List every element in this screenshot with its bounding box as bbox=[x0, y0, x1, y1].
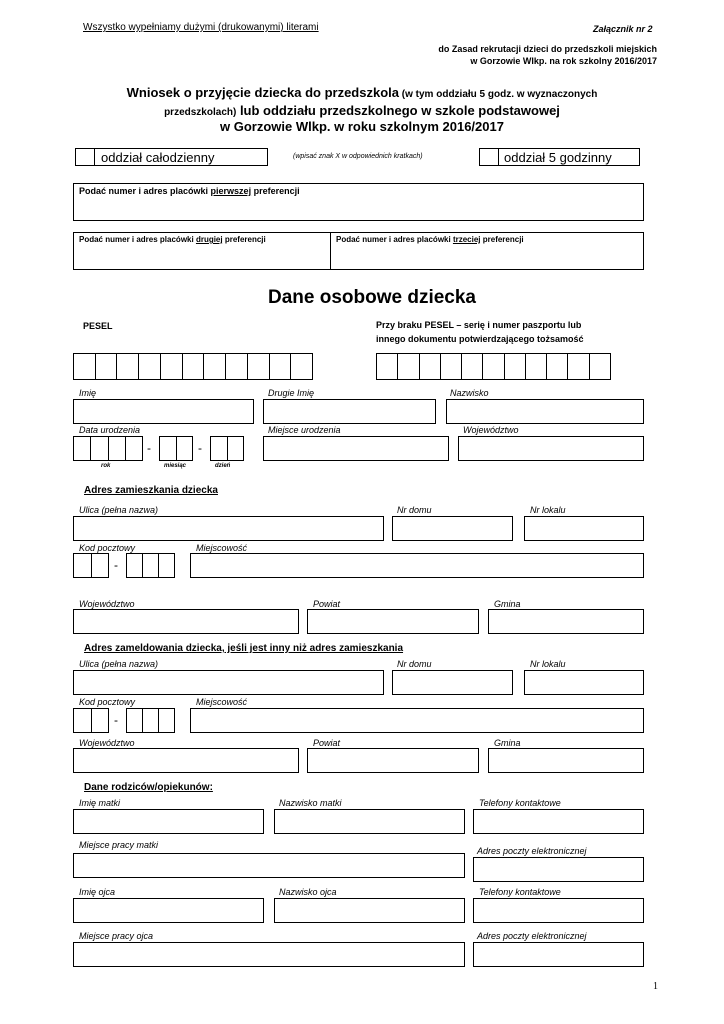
preferences-row bbox=[73, 232, 644, 270]
mother-name-input[interactable] bbox=[73, 809, 264, 834]
first-name-input[interactable] bbox=[73, 399, 254, 424]
third-preference-field[interactable] bbox=[331, 233, 643, 269]
reg-city-label: Miejscowość bbox=[196, 697, 248, 707]
birth-month-boxes[interactable] bbox=[159, 436, 193, 461]
res-district-label: Powiat bbox=[313, 599, 341, 609]
father-surname-input[interactable] bbox=[274, 898, 465, 923]
birth-date-label: Data urodzenia bbox=[79, 425, 141, 435]
full-day-option bbox=[75, 148, 268, 166]
res-house-input[interactable] bbox=[392, 516, 513, 541]
form-title-line-2 bbox=[0, 102, 724, 120]
first-preference-field[interactable] bbox=[73, 183, 644, 221]
five-hour-label: oddział 5 godzinny bbox=[504, 150, 612, 165]
email-input-1[interactable] bbox=[473, 857, 644, 882]
birth-place-input[interactable] bbox=[263, 436, 449, 461]
res-flat-input[interactable] bbox=[524, 516, 644, 541]
attachment-label: Załącznik nr 2 bbox=[593, 24, 653, 34]
father-name-input[interactable] bbox=[73, 898, 264, 923]
residence-heading: Adres zamieszkania dziecka bbox=[84, 485, 218, 496]
birth-day-boxes[interactable] bbox=[210, 436, 244, 461]
reg-commune-input[interactable] bbox=[488, 748, 644, 773]
mother-work-input[interactable] bbox=[73, 853, 465, 878]
regulation-reference-2: w Gorzowie Wlkp. na rok szkolny 2016/2017 bbox=[470, 56, 657, 66]
res-postal-label: Kod pocztowy bbox=[79, 543, 136, 553]
email-label-1: Adres poczty elektronicznej bbox=[477, 846, 587, 856]
reg-house-label: Nr domu bbox=[397, 659, 432, 669]
first-name-label: Imię bbox=[79, 388, 97, 398]
reg-street-input[interactable] bbox=[73, 670, 384, 695]
birth-date-separator-2: - bbox=[198, 441, 202, 455]
birth-place-label: Miejsce urodzenia bbox=[268, 425, 341, 435]
res-commune-input[interactable] bbox=[488, 609, 644, 634]
passport-digit-boxes[interactable] bbox=[376, 353, 611, 380]
email-label-2: Adres poczty elektronicznej bbox=[477, 931, 587, 941]
res-street-label: Ulica (pełna nazwa) bbox=[79, 505, 159, 515]
personal-data-heading: Dane osobowe dziecka bbox=[267, 287, 476, 308]
reg-postal-separator: - bbox=[114, 713, 118, 727]
page-number: 1 bbox=[653, 981, 658, 992]
res-house-label: Nr domu bbox=[397, 505, 432, 515]
phones-label-2: Telefony kontaktowe bbox=[479, 887, 561, 897]
reg-commune-label: Gmina bbox=[494, 738, 521, 748]
year-caption: rok bbox=[101, 463, 111, 469]
reg-district-input[interactable] bbox=[307, 748, 479, 773]
passport-label-2: innego dokumentu potwierdzającego tożsamość bbox=[376, 334, 584, 344]
fill-instruction: Wszystko wypełniamy dużymi (drukowanymi) literami bbox=[83, 22, 319, 33]
res-district-input[interactable] bbox=[307, 609, 479, 634]
full-day-checkbox[interactable] bbox=[76, 149, 95, 165]
res-voivodeship-label: Województwo bbox=[79, 599, 135, 609]
res-city-label: Miejscowość bbox=[196, 543, 248, 553]
reg-postal-prefix-boxes[interactable] bbox=[73, 708, 109, 733]
father-work-label: Miejsce pracy ojca bbox=[79, 931, 154, 941]
father-surname-label: Nazwisko ojca bbox=[279, 887, 337, 897]
title-main-2: lub oddziału przedszkolnego w szkole podstawowej bbox=[236, 103, 560, 118]
res-city-input[interactable] bbox=[190, 553, 644, 578]
form-title-line-3: w Gorzowie Wlkp. w roku szkolnym 2016/2017 bbox=[220, 119, 504, 134]
reg-voivodeship-input[interactable] bbox=[73, 748, 299, 773]
birth-date-separator-1: - bbox=[147, 441, 151, 455]
five-hour-checkbox[interactable] bbox=[480, 149, 499, 165]
phones-input-1[interactable] bbox=[473, 809, 644, 834]
reg-street-label: Ulica (pełna nazwa) bbox=[79, 659, 159, 669]
pesel-label: PESEL bbox=[83, 321, 113, 331]
surname-input[interactable] bbox=[446, 399, 644, 424]
second-preference-field[interactable] bbox=[74, 233, 330, 269]
reg-flat-input[interactable] bbox=[524, 670, 644, 695]
reg-postal-suffix-boxes[interactable] bbox=[126, 708, 175, 733]
res-flat-label: Nr lokalu bbox=[530, 505, 566, 515]
surname-label: Nazwisko bbox=[450, 388, 489, 398]
form-title-line-1 bbox=[0, 84, 724, 102]
reg-postal-label: Kod pocztowy bbox=[79, 697, 136, 707]
mother-surname-input[interactable] bbox=[274, 809, 465, 834]
birth-voivodeship-input[interactable] bbox=[458, 436, 644, 461]
month-caption: miesiąc bbox=[164, 463, 187, 469]
birth-year-boxes[interactable] bbox=[73, 436, 143, 461]
phones-label-1: Telefony kontaktowe bbox=[479, 798, 561, 808]
second-preference-label: Podać numer i adres placówki drugiej preferencji bbox=[79, 235, 266, 244]
mother-name-label: Imię matki bbox=[79, 798, 121, 808]
res-postal-prefix-boxes[interactable] bbox=[73, 553, 109, 578]
second-name-label: Drugie Imię bbox=[268, 388, 315, 398]
first-preference-label: Podać numer i adres placówki pierwszej preferencji bbox=[79, 186, 300, 196]
second-name-input[interactable] bbox=[263, 399, 436, 424]
five-hour-option bbox=[479, 148, 640, 166]
day-caption: dzień bbox=[215, 463, 231, 469]
third-preference-label: Podać numer i adres placówki trzeciej preferencji bbox=[336, 235, 524, 244]
reg-voivodeship-label: Województwo bbox=[79, 738, 135, 748]
father-name-label: Imię ojca bbox=[79, 887, 116, 897]
mother-work-label: Miejsce pracy matki bbox=[79, 840, 159, 850]
reg-house-input[interactable] bbox=[392, 670, 513, 695]
title-main: Wniosek o przyjęcie dziecka do przedszkola bbox=[126, 85, 399, 100]
registration-heading: Adres zameldowania dziecka, jeśli jest inny niż adres zamieszkania bbox=[84, 643, 404, 654]
passport-label-1: Przy braku PESEL – serię i numer paszportu lub bbox=[376, 320, 582, 330]
regulation-reference-1: do Zasad rekrutacji dzieci do przedszkoli miejskich bbox=[438, 44, 657, 54]
res-postal-suffix-boxes[interactable] bbox=[126, 553, 175, 578]
res-postal-separator: - bbox=[114, 558, 118, 572]
father-work-input[interactable] bbox=[73, 942, 465, 967]
res-voivodeship-input[interactable] bbox=[73, 609, 299, 634]
title-note-end: przedszkolach) bbox=[164, 107, 237, 118]
res-street-input[interactable] bbox=[73, 516, 384, 541]
title-note: (w tym oddziału 5 godz. w wyznaczonych bbox=[399, 89, 598, 100]
email-input-2[interactable] bbox=[473, 942, 644, 967]
mother-surname-label: Nazwisko matki bbox=[279, 798, 342, 808]
pesel-digit-boxes[interactable] bbox=[73, 353, 313, 380]
full-day-label: oddział całodzienny bbox=[101, 150, 215, 165]
parents-heading: Dane rodziców/opiekunów: bbox=[84, 782, 213, 793]
res-commune-label: Gmina bbox=[494, 599, 521, 609]
checkbox-hint: (wpisać znak X w odpowiednich kratkach) bbox=[293, 153, 423, 160]
reg-flat-label: Nr lokalu bbox=[530, 659, 566, 669]
birth-voivodeship-label: Województwo bbox=[463, 425, 519, 435]
phones-input-2[interactable] bbox=[473, 898, 644, 923]
reg-district-label: Powiat bbox=[313, 738, 341, 748]
reg-city-input[interactable] bbox=[190, 708, 644, 733]
